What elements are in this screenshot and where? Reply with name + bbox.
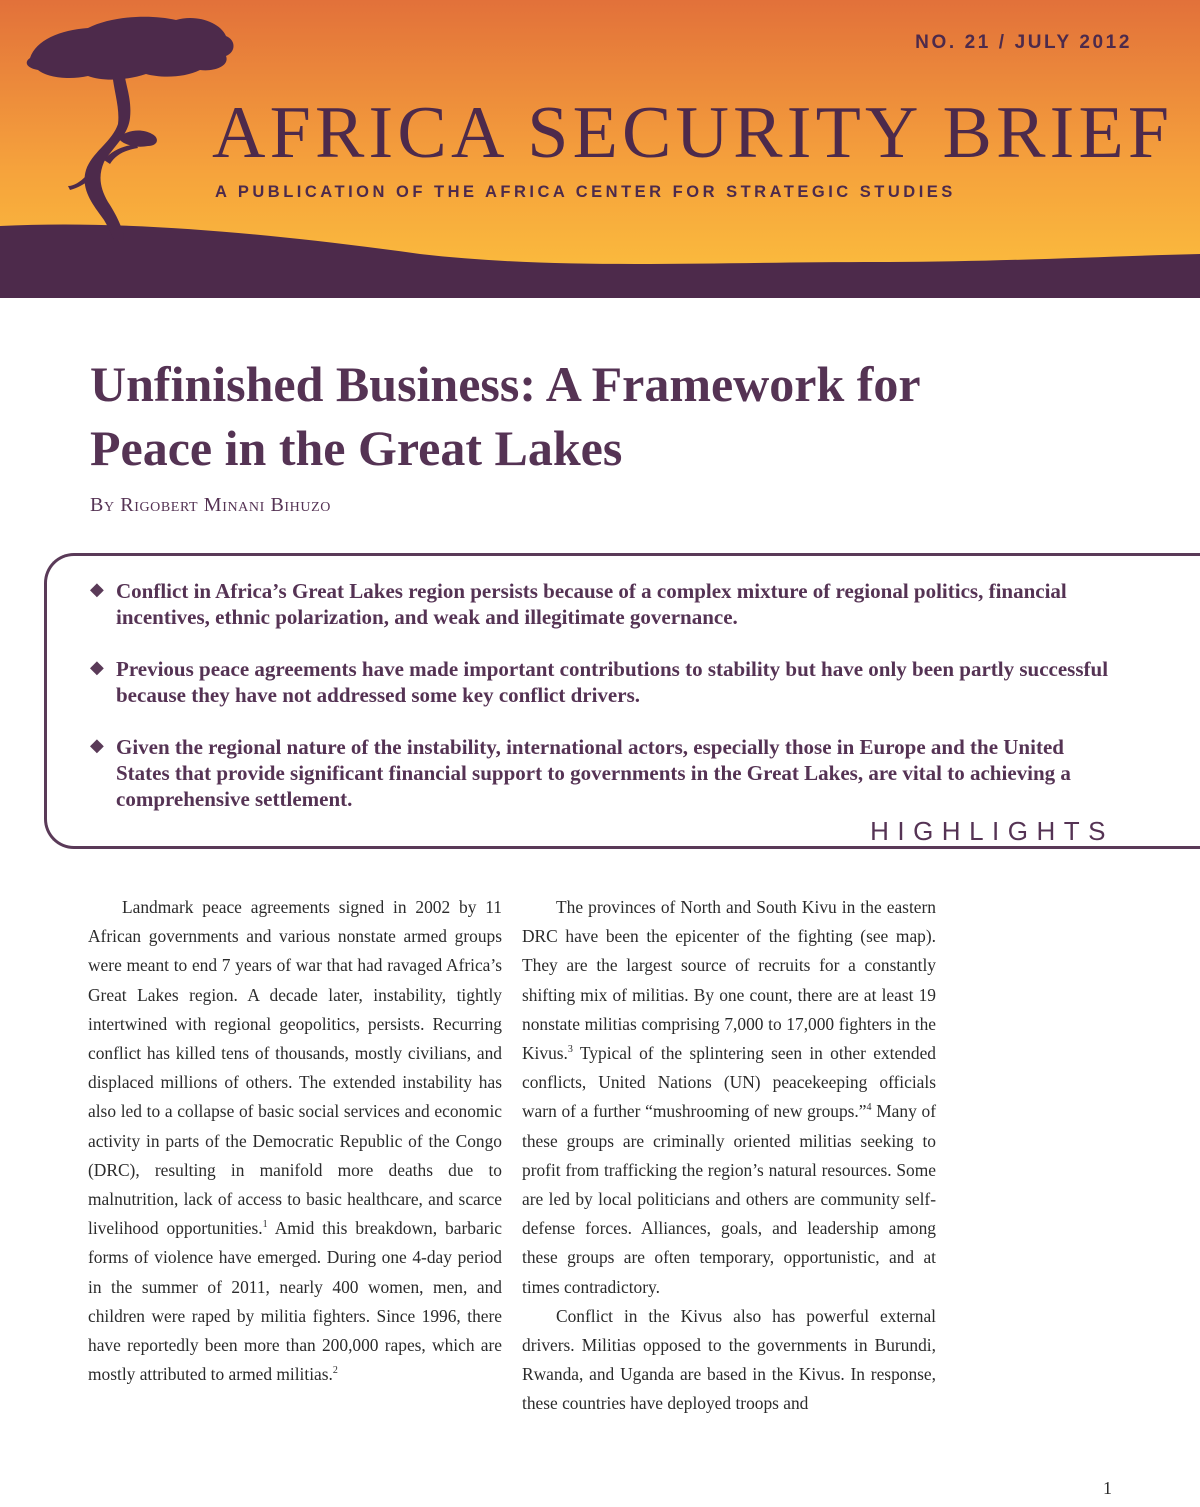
publication-tagline: A PUBLICATION OF THE AFRICA CENTER FOR STRATEGIC STUDIES xyxy=(215,183,956,201)
highlight-text: Given the regional nature of the instability, international actors, especially those in Europe and the United States that provide significant financial support to governments in the Great Lakes, are vital to achieving a comprehensive settlement. xyxy=(116,735,1071,811)
publication-title: AFRICA SECURITY BRIEF xyxy=(212,92,1174,174)
body-paragraph: Conflict in the Kivus also has powerful external drivers. Militias opposed to the governments in Burundi, Rwanda, and Uganda are based in the Kivus. In response, these countries have deployed troops and xyxy=(522,1305,936,1414)
highlight-item xyxy=(90,734,1120,812)
diamond-bullet-icon: ◆ xyxy=(90,579,104,599)
issue-number: NO. 21 / JULY 2012 xyxy=(915,32,1132,53)
page-number: 1 xyxy=(1103,1478,1112,1498)
footnote-ref[interactable]: 2 xyxy=(332,1365,338,1377)
highlight-text: Previous peace agreements have made important contributions to stability but have only been partly successful because they have not addressed some key conflict drivers. xyxy=(116,657,1109,707)
diamond-bullet-icon: ◆ xyxy=(90,657,104,677)
body-column-right xyxy=(522,893,936,1419)
highlights-list xyxy=(90,578,1120,838)
footnote-ref[interactable]: 3 xyxy=(567,1044,573,1056)
diamond-bullet-icon: ◆ xyxy=(90,735,104,755)
article-byline: By Rigobert Minani Bihuzo xyxy=(90,494,331,516)
body-column-left xyxy=(88,893,502,1389)
article-title: Unfinished Business: A Framework for Peace in the Great Lakes xyxy=(90,356,920,476)
footnote-ref[interactable]: 1 xyxy=(262,1219,268,1231)
body-paragraph: The provinces of North and South Kivu in the eastern DRC have been the epicenter of the fighting (see map). They are the largest source of recruits for a constantly shifting mix of militias. By one count, there are at least 19 nonstate militias comprising 7,000 to 17,000 fighters in the Kivus.$^3$ Typical of the splintering seen in other extended conflicts, United Nations (UN) peacekeeping officials warn of a further “mushrooming of new groups.”$^4$ Many of these groups are criminally oriented militias seeking to profit from trafficking the region’s natural resources. Some are led by local politicians and others are community self-defense forces. Alliances, goals, and leadership among these groups are often temporary, opportunistic, and at times contradictory. xyxy=(522,897,936,1297)
highlights-label: HIGHLIGHTS xyxy=(870,816,1114,846)
body-paragraph: Landmark peace agreements signed in 2002 by 11 African governments and various nonstate armed groups were meant to end 7 years of war that had ravaged Africa’s Great Lakes region. A decade later, instability, tightly intertwined with regional geopolitics, persists. Recurring conflict has killed tens of thousands, mostly civilians, and displaced millions of others. The extended instability has also led to a collapse of basic social services and economic activity in parts of the Democratic Republic of the Congo (DRC), resulting in manifold more deaths due to malnutrition, lack of access to basic healthcare, and scarce livelihood opportunities.$^1$ Amid this breakdown, barbaric forms of violence have emerged. During one 4-day period in the summer of 2011, nearly 400 women, men, and children were raped by militia fighters. Since 1996, there have reportedly been more than 200,000 rapes, which are mostly attributed to armed militias.$^2$ xyxy=(88,897,502,1385)
footnote-ref[interactable]: 4 xyxy=(866,1102,872,1114)
highlight-item xyxy=(90,656,1120,708)
highlight-text: Conflict in Africa’s Great Lakes region persists because of a complex mixture of regional politics, financial incentives, ethnic polarization, and weak and illegitimate governance. xyxy=(116,579,1067,629)
masthead-banner xyxy=(0,0,1200,312)
highlight-item xyxy=(90,578,1120,630)
